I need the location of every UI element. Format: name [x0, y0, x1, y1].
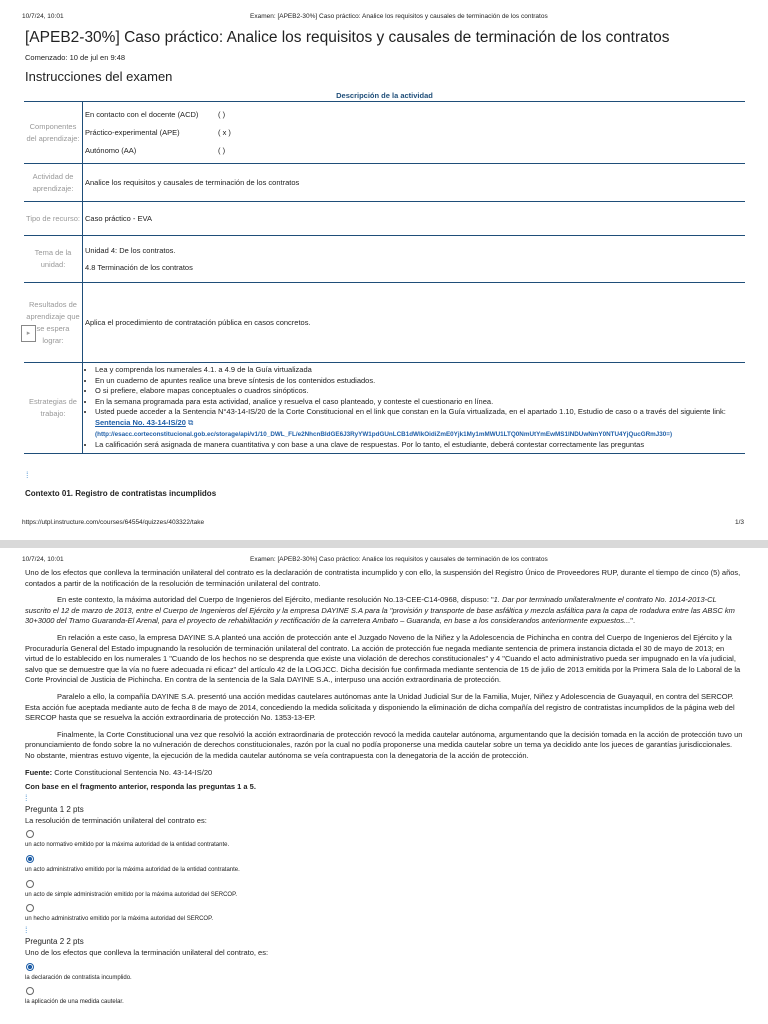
print-footer-page: 1/3	[735, 519, 745, 526]
page-separator	[0, 540, 768, 548]
topic-label: Tema de la unidad:	[24, 236, 83, 283]
topic-line: Unidad 4: De los contratos.	[85, 246, 176, 255]
option-label: un hecho administrativo emitido por la máxima autoridad del SERCOP.	[25, 916, 213, 923]
results-label-cell	[24, 283, 83, 363]
activity-label: Actividad de aprendizaje:	[24, 164, 83, 202]
case-body	[25, 568, 743, 1008]
list-item	[95, 407, 743, 440]
question-text: Uno de los efectos que conlleva la terminación unilateral del contrato, es:	[25, 948, 269, 958]
instructions-heading: Instrucciones del examen	[25, 69, 173, 84]
started-timestamp: Comenzado: 10 de jul en 9:48	[25, 53, 126, 62]
answer-option[interactable]	[25, 880, 743, 901]
question-text: La resolución de terminación unilateral del contrato es:	[25, 815, 207, 825]
resource-value: Caso práctico - EVA	[83, 202, 746, 236]
answer-option[interactable]	[25, 987, 743, 1008]
option-label: un acto administrativo emitido por la máxima autoridad de la entidad contratante.	[25, 867, 240, 874]
paragraph: Paralelo a ello, la compañía DAYINE S.A. presentó una acción medidas cautelares autónomas ante la Unidad Judicial Sur de la Familia, Mujer, Niñez y Adolescencia de Guayaquil, en contra del SERCOP. Esta acción fue aceptada mediante auto de fecha 8 de mayo de 2014, concediendo la medida solicitada y disponiendo la eliminación de dicha compañía del registro de contratistas incumplidos de la página web del SERCOP hasta que se resuelva la acción extraordinaria de protección No. 1353-13-EP.	[25, 691, 735, 723]
strategies-cell	[83, 363, 746, 454]
radio-button[interactable]	[26, 880, 34, 888]
drag-handle-icon[interactable]: ⁞	[25, 924, 28, 935]
source-line	[25, 768, 743, 779]
answer-option[interactable]	[25, 855, 743, 876]
sentencia-link[interactable]: Sentencia No. 43-14-IS/20	[95, 417, 186, 427]
component-name: Práctico-experimental (APE)	[85, 128, 180, 137]
drag-handle-icon[interactable]: ⁞	[25, 792, 28, 803]
paragraph: En relación a este caso, la empresa DAYINE S.A planteó una acción de protección ante el Juzgado Noveno de la Niñez y la Adolescencia de Pichincha en contra del Cuerpo de Ingenieros del Ejército y la Procuraduría General del Estado impugnando la resolución de terminación unilateral del contrato. La acción de protección fue negada mediante sentencia de primera instancia dictada el 30 de mayo de 2013; en virtud de lo establecido en los numerales 1 "Cuando de los hechos no se desprenda que existe una violación de derechos constitucionales" y 4 "Cuando el acto administrativo pueda ser impugnado en la vía judicial, salvo que se demuestre que la vía no fuere adecuada ni eficaz" del artículo 42 de la LOGJCC. Dicha decisión fue confirmada mediante sentencia de 15 de julio de 2013 emitida por la Primera Sala de lo Laboral de la Corte Provincial de Justicia de Pichincha. En contra de la sentencia de la Sala DAYINE S.A., interpuso una acción extraordinaria de protección.	[25, 632, 741, 685]
question-label: Pregunta 2 2 pts	[25, 937, 84, 947]
answer-option[interactable]	[25, 904, 743, 925]
source-label: Fuente:	[25, 767, 53, 777]
option-label: la declaración de contratista incumplido.	[25, 974, 132, 981]
list-item: • O si prefiere, elabore mapas conceptuales o cuadros sinópticos.	[95, 386, 743, 397]
topic-line: 4.8 Terminación de los contratos	[85, 263, 193, 272]
option-label: un acto de simple administración emitido por la máxima autoridad del SERCOP.	[25, 891, 237, 898]
source-value: Corte Constitucional Sentencia No. 43-14-IS/20	[54, 767, 213, 777]
results-label: Resultados de aprendizaje que se espera lograr:	[26, 299, 80, 345]
caret-right-icon: ▸	[26, 329, 31, 337]
radio-button-selected[interactable]	[26, 963, 34, 971]
components-label: Componentes del aprendizaje:	[24, 102, 83, 164]
external-link-icon: ⧉	[187, 417, 194, 427]
strategies-label: Estrategias de trabajo:	[24, 363, 83, 454]
radio-button[interactable]	[26, 904, 34, 912]
component-row	[85, 106, 743, 124]
topic-cell	[83, 236, 746, 283]
questions-instruction: Con base en el fragmento anterior, responda las preguntas 1 a 5.	[25, 782, 256, 792]
pdf-page-2	[0, 548, 768, 1024]
context-heading: Contexto 01. Registro de contratistas incumplidos	[25, 489, 217, 498]
activity-value: Analice los requisitos y causales de terminación de los contratos	[83, 164, 746, 202]
list-item: • La calificación será asignada de manera cuantitativa y con base a una clave de respuestas. Por lo tanto, el estudiante, deberá contestar correctamente las preguntas	[95, 440, 743, 451]
option-label: un acto normativo emitido por la máxima autoridad de la entidad contratante.	[25, 842, 230, 849]
component-row	[85, 124, 743, 142]
sentencia-url-link[interactable]: (http://esacc.corteconstitucional.gob.ec/storage/api/v1/10_DWL_FL/e2NhcnBldGE6J3RyYW1pdGUnLCB1dWlkOidiZmE0Yjk1My1mMWU1LTQ0NmUtYmEwMS1lNDUwNmY0NTU4YjQucGRmJ30=)	[95, 430, 673, 438]
activity-table-caption: Descripción de la actividad	[336, 90, 433, 100]
results-value: Aplica el procedimiento de contratación pública en casos concretos.	[83, 283, 746, 363]
resource-label: Tipo de recurso:	[24, 202, 83, 236]
radio-button[interactable]	[26, 987, 34, 995]
page-title: [APEB2-30%] Caso práctico: Analice los requisitos y causales de terminación de los contratos	[25, 29, 670, 46]
option-label: la aplicación de una medida cautelar.	[25, 999, 124, 1006]
print-header-date: 10/7/24, 10:01	[22, 556, 64, 563]
component-name: En contacto con el docente (ACD)	[85, 110, 199, 119]
paragraph: En este contexto, la máxima autoridad del Cuerpo de Ingenieros del Ejército, mediante resolución No.13-CEE-C14-0968, dispuso: "1. Dar por terminado unilateralmente el contrato No. 1014-2013-CL suscrito el 12 de marzo de 2013, entre el Cuerpo de Ingenieros del Ejército y la empresa DAYINE S.A para la "provisión y transporte de base asfáltica y mezcla asfáltica para la capa de rodadura entre las ABSC km 30+3000 del Tramo Guaranda-El Arenal, para el proyecto de rehabilitación y rectificación de la carretera Ambato – Guaranda, en base a los considerandos anteriormente expuestos...".	[25, 595, 735, 626]
list-item: • En un cuaderno de apuntes realice una breve síntesis de los contenidos estudiados.	[95, 376, 743, 387]
activity-table	[24, 89, 745, 454]
component-mark: ( )	[218, 146, 226, 155]
expand-toggle-button[interactable]	[21, 325, 36, 342]
component-name: Autónomo (AA)	[85, 146, 137, 155]
components-cell	[83, 102, 746, 164]
answer-option[interactable]	[25, 963, 743, 984]
link-intro: Usted puede acceder a la Sentencia N°43-14-IS/20 de la Corte Constitucional en el link que constan en la Guía virtualizada, en el apartado 1.10, Estudio de caso o a través del siguiente link:	[95, 407, 726, 417]
print-footer-url: https://utpl.instructure.com/courses/64554/quizzes/403322/take	[22, 519, 205, 526]
answer-option[interactable]	[25, 830, 743, 851]
component-mark: ( )	[218, 110, 226, 119]
component-row	[85, 142, 743, 160]
strategies-list	[85, 365, 743, 451]
print-header-title: Examen: [APEB2-30%] Caso práctico: Analice los requisitos y causales de terminación de los contratos	[250, 13, 548, 20]
paragraph: Finalmente, la Corte Constitucional una vez que resolvió la acción extraordinaria de protección revocó la medida cautelar autónoma, argumentando que la decisión tomada en la acción de protección tuvo un pronunciamiento de fondo sobre la no vulneración de derechos constitucionales, razón por la cual no podía proponerse una medida cautelar sobre un tema ya decidido ante los jueces de garantías jurisdiccionales. No obstante, mientras estuvo vigente, la ejecución de la medida cautelar autónoma se veía contrapuesta con la denegatoria de la acción de protección.	[25, 729, 743, 760]
quoted-resolution: 1. Dar por terminado unilateralmente el contrato No. 1014-2013-CL suscrito el 12 de marzo de 2013, entre el Cuerpo de Ingenieros del Ejército y la empresa DAYINE S.A para la "provisión y transporte de base asfáltica y mezcla asfáltica para la capa de rodadura entre las ABSC km 30+3000 del Tramo Guaranda-El Arenal, para el proyecto de rehabilitación y rectificación de la carretera Ambato – Guaranda, en base a los considerandos anteriormente expuestos...	[25, 595, 735, 626]
paragraph: Uno de los efectos que conlleva la terminación unilateral del contrato es la declaración de contratista incumplido y con ello, la suspensión del Registro Único de Proveedores RUP, durante el tiempo de cinco (5) años, contados a partir de la notificación de la resolución de terminación unilateral del contrato.	[25, 568, 741, 588]
drag-handle-icon[interactable]: ⁞	[26, 470, 29, 480]
radio-button[interactable]	[26, 830, 34, 838]
print-header-date: 10/7/24, 10:01	[22, 13, 64, 20]
question-label: Pregunta 1 2 pts	[25, 805, 84, 815]
list-item: • Lea y comprenda los numerales 4.1. a 4.9 de la Guía virtualizada	[95, 365, 743, 376]
list-item: • En la semana programada para esta actividad, analice y resuelva el caso planteado, y conteste el cuestionario en línea.	[95, 397, 743, 408]
print-header-title: Examen: [APEB2-30%] Caso práctico: Analice los requisitos y causales de terminación de los contratos	[250, 556, 548, 563]
radio-button-selected[interactable]	[26, 855, 34, 863]
component-mark: ( x )	[218, 128, 231, 137]
